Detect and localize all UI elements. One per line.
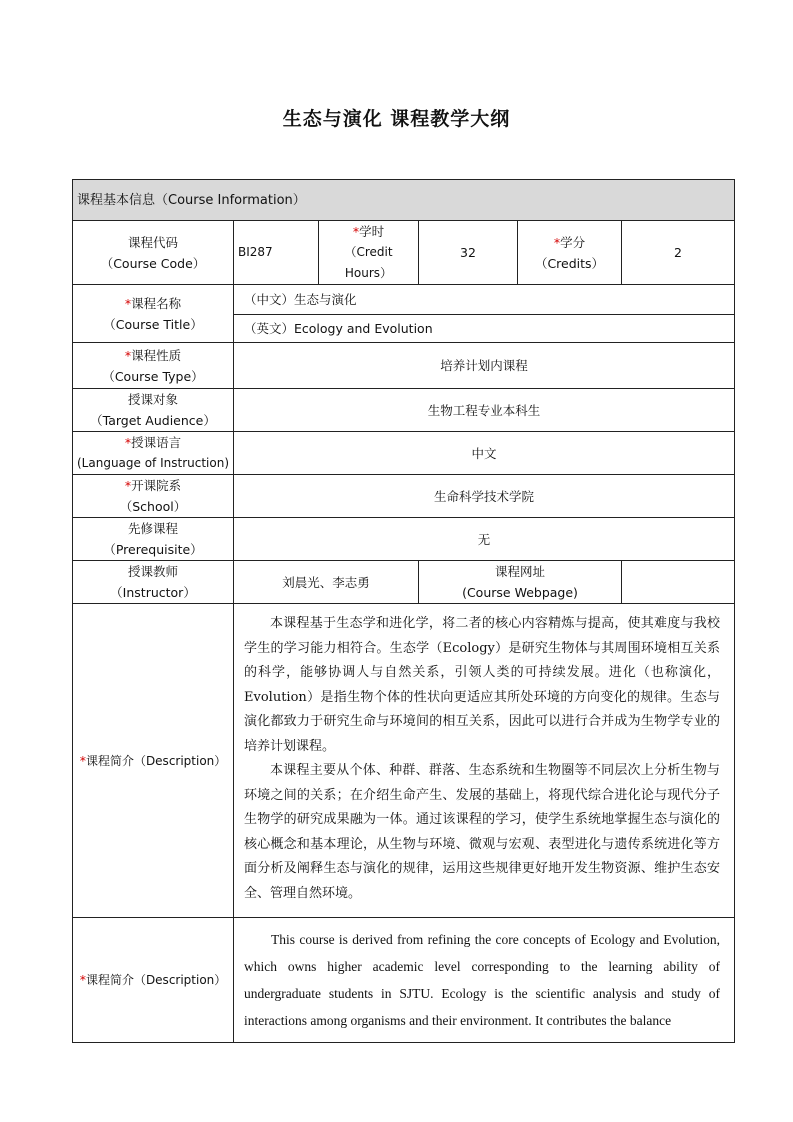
course-title-en-value: （英文）Ecology and Evolution <box>234 315 735 343</box>
prerequisite-label <box>73 518 234 561</box>
course-title-row-cn <box>73 285 735 315</box>
description-cn-text <box>234 604 735 918</box>
target-audience-label-en: （Target Audience） <box>90 413 216 428</box>
required-star: * <box>124 347 132 363</box>
credits-value: 2 <box>622 221 735 285</box>
language-label-cn: 授课语言 <box>131 435 182 450</box>
course-title-label-en: （Course Title） <box>103 316 203 332</box>
school-value: 生命科学技术学院 <box>234 475 735 518</box>
description-en-text <box>234 918 735 1043</box>
course-code-row <box>73 221 735 285</box>
credit-hours-label-en: （Credit Hours） <box>344 245 393 280</box>
school-row <box>73 475 735 518</box>
language-label <box>73 432 234 475</box>
language-label-en: (Language of Instruction) <box>77 456 230 470</box>
course-type-value: 培养计划内课程 <box>234 343 735 389</box>
required-star: * <box>124 435 132 450</box>
course-title-label-cn: 课程名称 <box>131 295 182 311</box>
webpage-label-cn: 课程网址 <box>494 564 545 579</box>
description-en-row <box>73 918 735 1043</box>
credits-label-cn: 学分 <box>560 234 586 250</box>
description-cn-label-text: 课程简介（Description） <box>85 753 227 768</box>
prerequisite-row <box>73 518 735 561</box>
school-label-cn: 开课院系 <box>131 478 182 493</box>
language-row <box>73 432 735 475</box>
course-type-label-en: （Course Type） <box>102 368 204 384</box>
syllabus-table <box>72 179 735 1043</box>
prerequisite-label-en: （Prerequisite） <box>103 542 203 557</box>
school-label <box>73 475 234 518</box>
target-audience-label <box>73 389 234 432</box>
target-audience-row <box>73 389 735 432</box>
course-code-label-en: （Course Code） <box>100 255 206 271</box>
description-cn-row <box>73 604 735 918</box>
description-cn-paragraph-2: 本课程主要从个体、种群、群落、生态系统和生物圈等不同层次上分析生物与环境之间的关系；在介绍生命产生、发展的基础上，将现代综合进化论与现代分子生物学的研究成果融为一体。通过该课程的学习，使学生系统地掌握生态与演化的核心概念和基本理论，从生物与环境、微观与宏观、表型进化与遗传系统进化等方面分析及阐释生态与演化的规律，运用这些规律更好地开发生物资源、维护生态安全、管理自然环境。 <box>244 763 721 901</box>
course-type-label <box>73 343 234 389</box>
required-star: * <box>352 224 360 239</box>
target-audience-label-cn: 授课对象 <box>127 392 178 407</box>
required-star: * <box>553 234 561 250</box>
school-label-en: （School） <box>119 499 187 514</box>
credits-label-en: （Credits） <box>534 255 605 271</box>
course-type-label-cn: 课程性质 <box>131 347 182 363</box>
credit-hours-label <box>319 221 419 285</box>
course-code-value: BI287 <box>234 221 319 285</box>
instructor-label <box>73 561 234 604</box>
webpage-label-en: (Course Webpage) <box>462 585 578 600</box>
course-title-label <box>73 285 234 343</box>
description-en-label <box>73 918 234 1043</box>
course-type-row <box>73 343 735 389</box>
required-star: * <box>79 752 86 768</box>
prerequisite-label-cn: 先修课程 <box>127 521 178 536</box>
description-en-paragraph-1: This course is derived from refining the core concepts of Ecology and Evolution, which owns higher academic level corresponding to the learning ability of undergraduate students in SJTU. Ecology is the scientific analysis and study of interactions among organisms and their environment. It contributes the balance <box>244 932 721 1028</box>
description-cn-paragraph-1: 本课程基于生态学和进化学，将二者的核心内容精炼与提高，使其难度与我校学生的学习能力相符合。生态学（Ecology）是研究生物体与其周围环境相互关系的科学，能够协调人与自然关系，引领人类的可持续发展。进化（也称演化，Evolution）是指生物个体的性状向更适应其所处环境的方向变化的规律。生态与演化都致力于研究生命与环境间的相互关系，因此可以进行合并成为生物学专业的培养计划课程。 <box>244 616 721 754</box>
target-audience-value: 生物工程专业本科生 <box>234 389 735 432</box>
instructor-label-cn: 授课教师 <box>127 564 178 579</box>
language-value: 中文 <box>234 432 735 475</box>
credits-label <box>518 221 622 285</box>
instructor-label-en: （Instructor） <box>110 585 196 600</box>
credit-hours-label-cn: 学时 <box>359 224 385 239</box>
instructor-value: 刘晨光、李志勇 <box>234 561 419 604</box>
description-en-label-text: 课程简介（Description） <box>85 973 227 987</box>
description-cn-label <box>73 604 234 918</box>
course-title-cn-value: （中文）生态与演化 <box>234 285 735 315</box>
section-title: 课程基本信息（Course Information） <box>73 180 735 221</box>
required-star: * <box>79 972 86 987</box>
course-code-label <box>73 221 234 285</box>
webpage-value <box>622 561 735 604</box>
prerequisite-value: 无 <box>234 518 735 561</box>
instructor-row <box>73 561 735 604</box>
required-star: * <box>124 295 132 311</box>
webpage-label <box>419 561 622 604</box>
required-star: * <box>124 478 132 493</box>
course-code-label-cn: 课程代码 <box>127 234 178 250</box>
credit-hours-value: 32 <box>419 221 518 285</box>
section-header-row <box>73 180 735 221</box>
document-title: 生态与演化 课程教学大纲 <box>282 108 511 130</box>
